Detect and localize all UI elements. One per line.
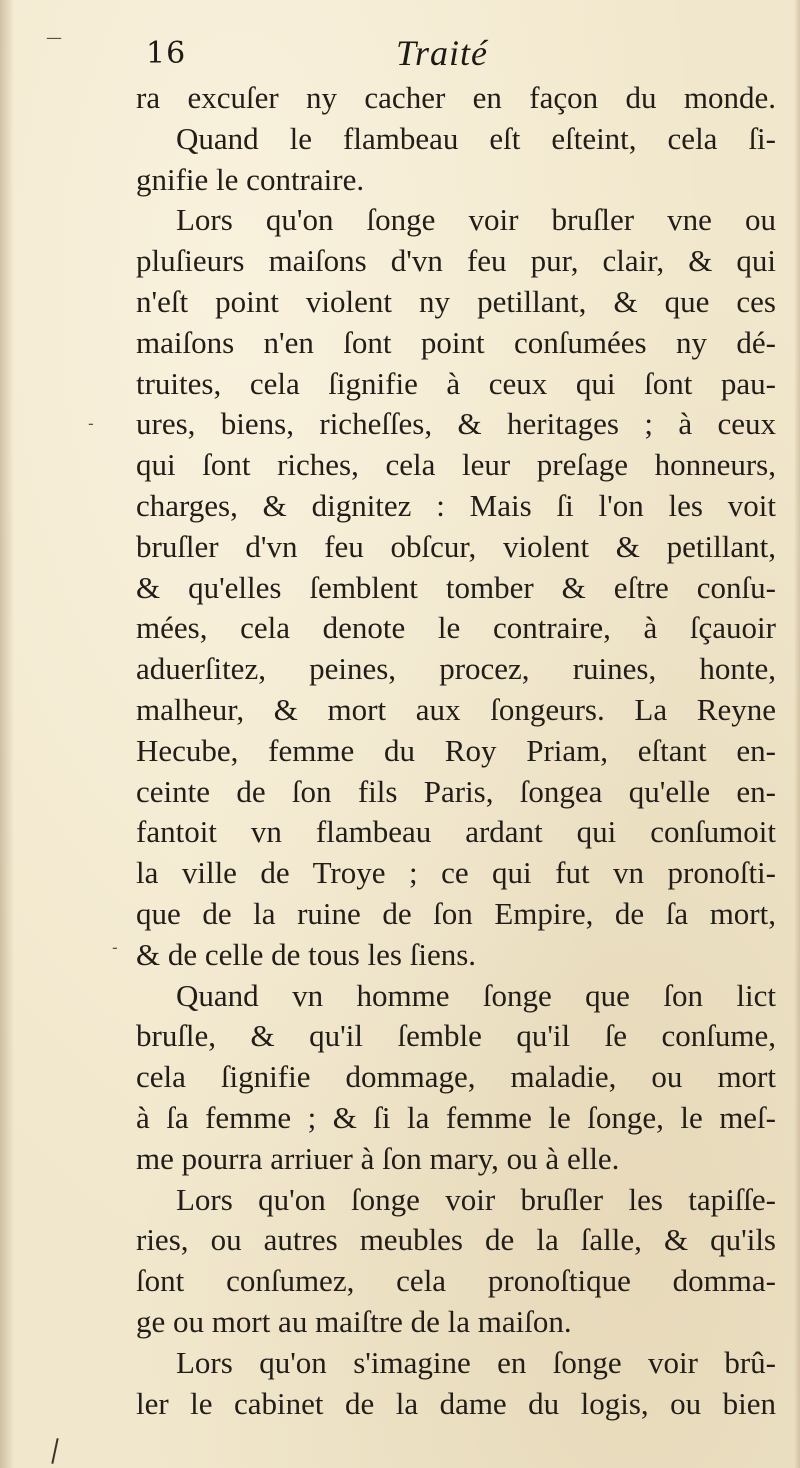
text-line: que de la ruine de ſon Empire, de ſa mort, — [136, 895, 776, 931]
ink-stroke-mark — [51, 1438, 58, 1464]
text-line: Quand vn homme ſonge que ſon lict — [176, 977, 776, 1013]
text-line: qui ſont riches, cela leur preſage honneurs, — [136, 447, 776, 483]
text-line: à ſa femme ; & ſi la femme le ſonge, le meſ- — [136, 1099, 776, 1135]
page-edge-shadow — [794, 0, 800, 1468]
text-line: ries, ou autres meubles de la ſalle, & qu'ils — [136, 1222, 776, 1258]
text-line: bruſle, & qu'il ſemble qu'il ſe conſume, — [136, 1018, 776, 1054]
text-line: truites, cela ſignifie à ceux qui ſont pau- — [136, 365, 776, 401]
text-line: Quand le flambeau eſt eſteint, cela ſi- — [176, 120, 776, 156]
text-line: & de celle de tous les ſiens. — [136, 936, 477, 972]
text-line: & qu'elles ſemblent tomber & eſtre conſu- — [136, 569, 776, 605]
text-line: Lors qu'on ſonge voir bruſler les tapiſſe- — [176, 1181, 776, 1217]
text-line: aduerſitez, peines, procez, ruines, honte, — [136, 651, 776, 687]
text-line: ler le cabinet de la dame du logis, ou bien — [136, 1385, 776, 1421]
text-line: n'eſt point violent ny petillant, & que ces — [136, 283, 776, 319]
page-number: 16 — [146, 36, 187, 71]
text-line: charges, & dignitez : Mais ſi l'on les voit — [136, 487, 776, 523]
text-line: bruſler d'vn feu obſcur, violent & petillant, — [136, 528, 776, 564]
text-line: Lors qu'on ſonge voir bruſler vne ou — [176, 202, 776, 238]
text-line: Hecube, femme du Roy Priam, eſtant en- — [136, 732, 776, 768]
margin-dash-mark: - — [88, 414, 94, 433]
text-line: ra excuſer ny cacher en façon du monde. — [136, 80, 776, 115]
text-line: la ville de Troye ; ce qui fut vn pronoſti- — [136, 855, 776, 891]
running-head — [142, 28, 762, 80]
text-line: ge ou mort au maiſtre de la maiſon. — [136, 1303, 572, 1339]
text-line: Lors qu'on s'imagine en ſonge voir brû- — [176, 1344, 776, 1380]
margin-dash-mark: - — [112, 938, 118, 957]
running-title: Traité — [396, 33, 489, 73]
text-line: ſont conſumez, cela pronoſtique domma- — [136, 1263, 776, 1299]
text-line: fantoit vn flambeau ardant qui conſumoit — [136, 814, 776, 850]
body-text — [136, 78, 776, 1424]
text-line: me pourra arriuer à ſon mary, ou à elle. — [136, 1140, 620, 1176]
text-line: mées, cela denote le contraire, à ſçauoir — [136, 610, 776, 646]
text-line: ceinte de ſon fils Paris, ſongea qu'elle en- — [136, 773, 776, 809]
gutter-shadow — [0, 0, 14, 1468]
text-line: malheur, & mort aux ſongeurs. La Reyne — [136, 691, 776, 727]
text-line: ures, biens, richeſſes, & heritages ; à ceux — [136, 406, 776, 442]
text-line: cela ſignifie dommage, maladie, ou mort — [136, 1059, 776, 1095]
text-line: pluſieurs maiſons d'vn feu pur, clair, & qui — [136, 243, 776, 279]
margin-dash-mark: — — [46, 28, 62, 47]
text-line: maiſons n'en ſont point conſumées ny dé- — [136, 324, 776, 360]
text-line: gnifie le contraire. — [136, 161, 365, 197]
